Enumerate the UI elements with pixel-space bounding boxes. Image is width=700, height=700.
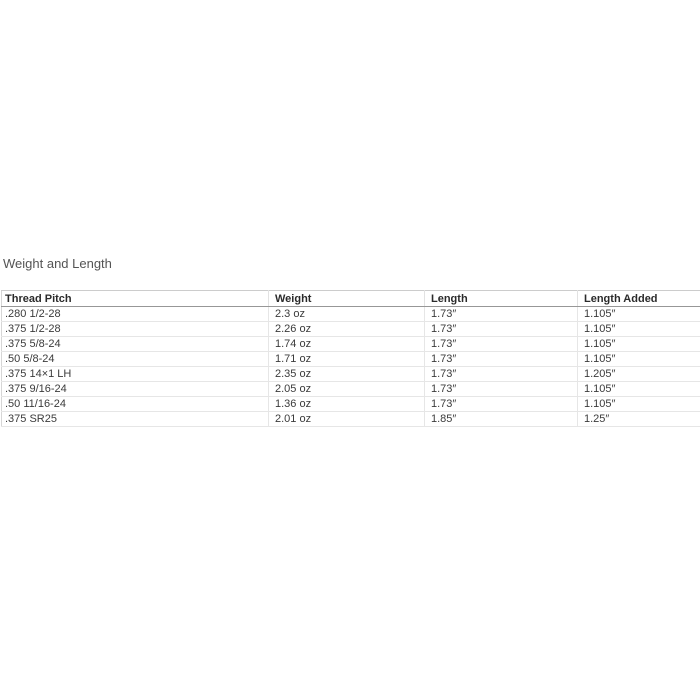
cell-length: 1.73″ bbox=[425, 307, 578, 322]
cell-thread-pitch: .375 SR25 bbox=[2, 412, 269, 427]
cell-length: 1.73″ bbox=[425, 397, 578, 412]
table-row bbox=[2, 367, 700, 382]
column-header-thread-pitch: Thread Pitch bbox=[2, 291, 269, 307]
cell-length-added: 1.105″ bbox=[578, 352, 700, 367]
table-row bbox=[2, 382, 700, 397]
cell-length-added: 1.105″ bbox=[578, 337, 700, 352]
column-header-length-added: Length Added bbox=[578, 291, 700, 307]
cell-thread-pitch: .50 5/8-24 bbox=[2, 352, 269, 367]
column-header-length: Length bbox=[425, 291, 578, 307]
table-row bbox=[2, 352, 700, 367]
table-row bbox=[2, 307, 700, 322]
cell-weight: 1.36 oz bbox=[269, 397, 425, 412]
column-header-weight: Weight bbox=[269, 291, 425, 307]
cell-length-added: 1.105″ bbox=[578, 382, 700, 397]
table-row bbox=[2, 322, 700, 337]
cell-weight: 2.3 oz bbox=[269, 307, 425, 322]
cell-length: 1.73″ bbox=[425, 382, 578, 397]
cell-thread-pitch: .375 1/2-28 bbox=[2, 322, 269, 337]
weight-length-table bbox=[1, 290, 700, 427]
cell-length-added: 1.25″ bbox=[578, 412, 700, 427]
cell-length: 1.73″ bbox=[425, 337, 578, 352]
cell-thread-pitch: .375 9/16-24 bbox=[2, 382, 269, 397]
table-row bbox=[2, 397, 700, 412]
table-row bbox=[2, 412, 700, 427]
cell-length-added: 1.205″ bbox=[578, 367, 700, 382]
cell-length-added: 1.105″ bbox=[578, 322, 700, 337]
cell-weight: 2.35 oz bbox=[269, 367, 425, 382]
cell-length-added: 1.105″ bbox=[578, 307, 700, 322]
cell-length: 1.73″ bbox=[425, 322, 578, 337]
cell-length: 1.73″ bbox=[425, 367, 578, 382]
cell-weight: 2.26 oz bbox=[269, 322, 425, 337]
cell-thread-pitch: .280 1/2-28 bbox=[2, 307, 269, 322]
section-title: Weight and Length bbox=[3, 256, 112, 271]
table-header-row bbox=[2, 291, 700, 307]
cell-length-added: 1.105″ bbox=[578, 397, 700, 412]
table-row bbox=[2, 337, 700, 352]
cell-thread-pitch: .50 11/16-24 bbox=[2, 397, 269, 412]
cell-weight: 1.71 oz bbox=[269, 352, 425, 367]
cell-thread-pitch: .375 14×1 LH bbox=[2, 367, 269, 382]
cell-thread-pitch: .375 5/8-24 bbox=[2, 337, 269, 352]
cell-weight: 2.05 oz bbox=[269, 382, 425, 397]
cell-length: 1.85″ bbox=[425, 412, 578, 427]
cell-weight: 1.74 oz bbox=[269, 337, 425, 352]
cell-weight: 2.01 oz bbox=[269, 412, 425, 427]
cell-length: 1.73″ bbox=[425, 352, 578, 367]
